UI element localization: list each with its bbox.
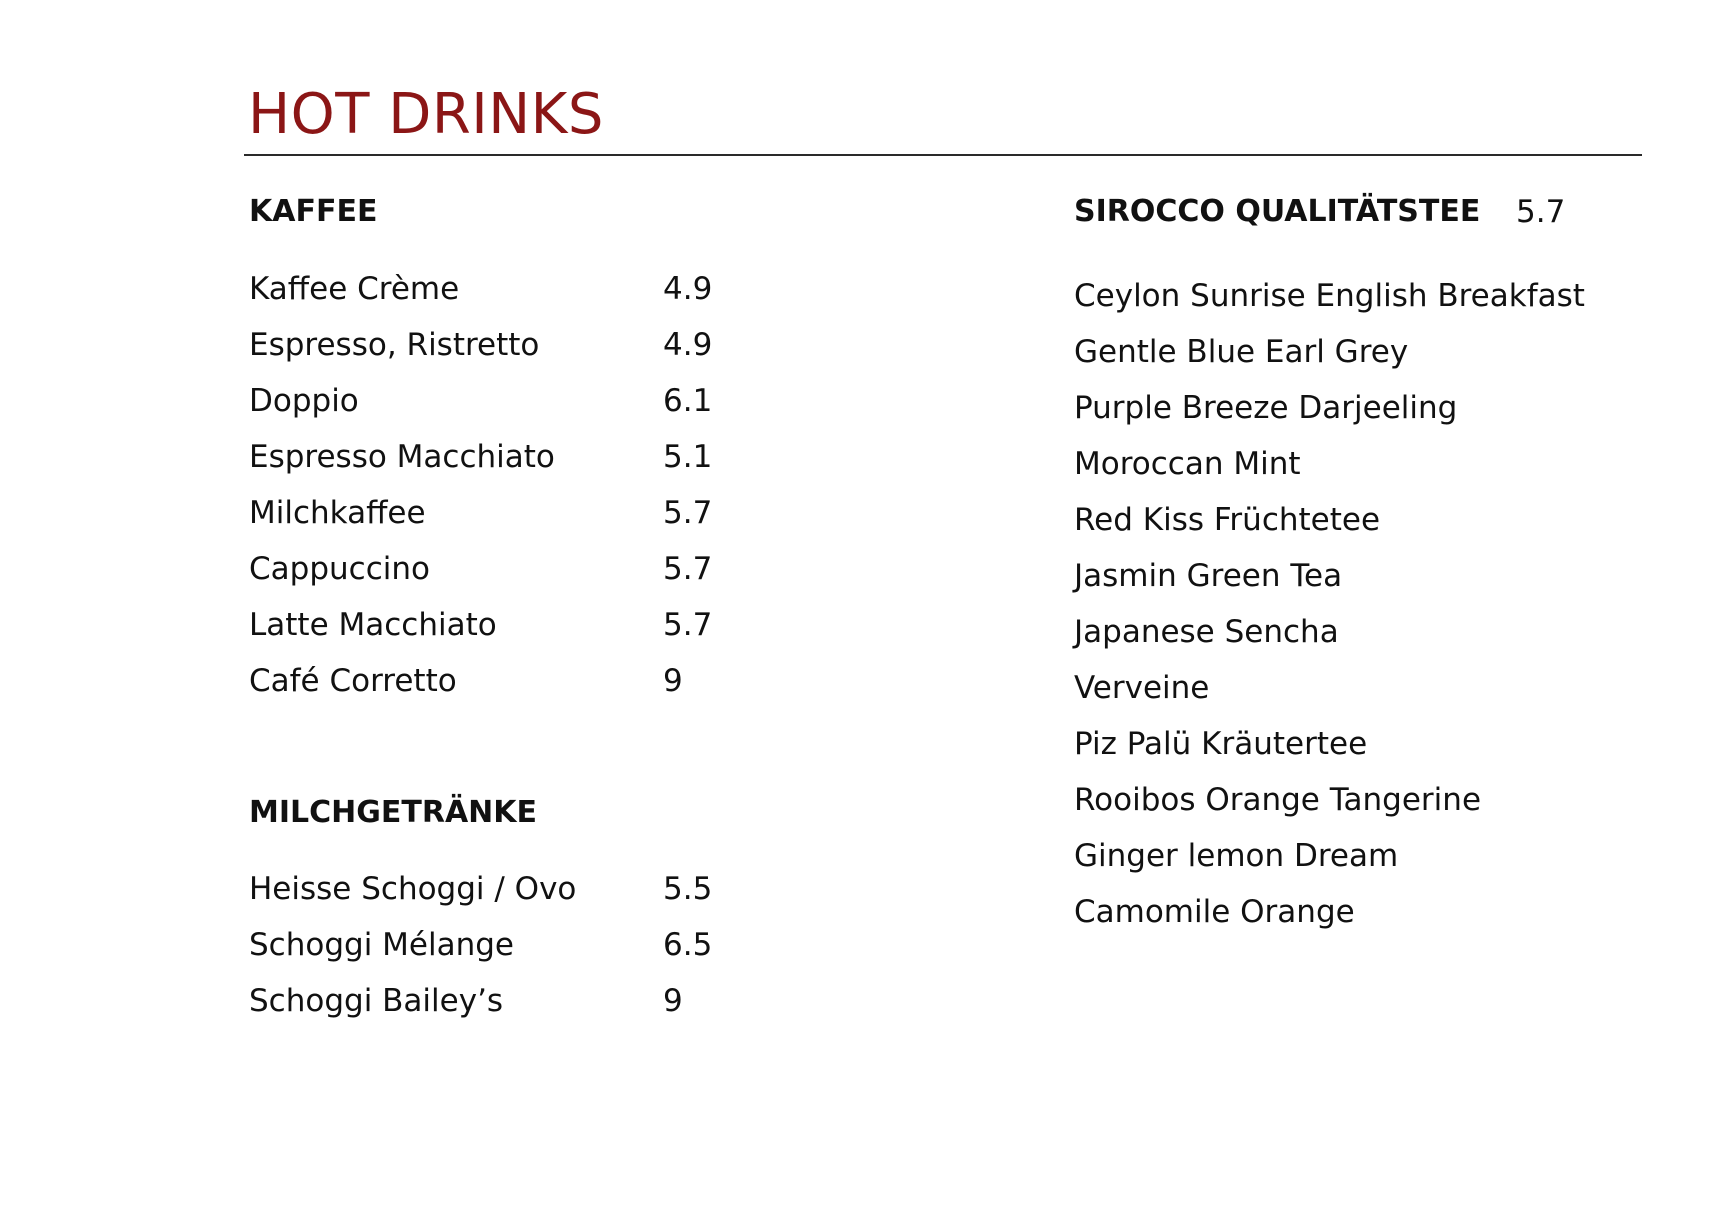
page-title: HOT DRINKS xyxy=(248,82,604,147)
item-name: Kaffee Crème xyxy=(249,271,460,307)
item-name: Espresso Macchiato xyxy=(249,439,555,475)
item-name: Doppio xyxy=(249,383,359,419)
item-price: 5.7 xyxy=(663,495,713,531)
tea-price: 5.7 xyxy=(1516,194,1566,230)
item-price: 5.5 xyxy=(663,871,713,907)
item-name: Camomile Orange xyxy=(1074,894,1355,930)
item-name: Gentle Blue Earl Grey xyxy=(1074,334,1409,370)
item-name: Latte Macchiato xyxy=(249,607,497,643)
item-price: 5.7 xyxy=(663,551,713,587)
item-price: 9 xyxy=(663,983,683,1019)
title-divider xyxy=(244,154,1642,156)
item-name: Japanese Sencha xyxy=(1074,614,1339,650)
item-name: Ceylon Sunrise English Breakfast xyxy=(1074,278,1585,314)
item-name: Cappuccino xyxy=(249,551,430,587)
section-heading-kaffee: KAFFEE xyxy=(249,194,378,229)
item-price: 6.1 xyxy=(663,383,713,419)
item-price: 4.9 xyxy=(663,271,713,307)
item-name: Ginger lemon Dream xyxy=(1074,838,1399,874)
item-name: Espresso, Ristretto xyxy=(249,327,540,363)
item-name: Moroccan Mint xyxy=(1074,446,1301,482)
section-heading-milchgetraenke: MILCHGETRÄNKE xyxy=(249,795,538,830)
item-name: Red Kiss Früchtetee xyxy=(1074,502,1381,538)
item-name: Purple Breeze Darjeeling xyxy=(1074,390,1458,426)
item-name: Milchkaffee xyxy=(249,495,426,531)
section-heading-tee: SIROCCO QUALITÄTSTEE xyxy=(1074,194,1481,229)
item-name: Café Corretto xyxy=(249,663,457,699)
item-name: Verveine xyxy=(1074,670,1210,706)
item-name: Schoggi Mélange xyxy=(249,927,514,963)
item-price: 6.5 xyxy=(663,927,713,963)
item-price: 4.9 xyxy=(663,327,713,363)
item-name: Jasmin Green Tea xyxy=(1074,558,1343,594)
item-price: 5.7 xyxy=(663,607,713,643)
item-name: Heisse Schoggi / Ovo xyxy=(249,871,577,907)
item-name: Piz Palü Kräutertee xyxy=(1074,726,1368,762)
item-name: Rooibos Orange Tangerine xyxy=(1074,782,1482,818)
item-name: Schoggi Bailey’s xyxy=(249,983,504,1019)
item-price: 5.1 xyxy=(663,439,713,475)
item-price: 9 xyxy=(663,663,683,699)
